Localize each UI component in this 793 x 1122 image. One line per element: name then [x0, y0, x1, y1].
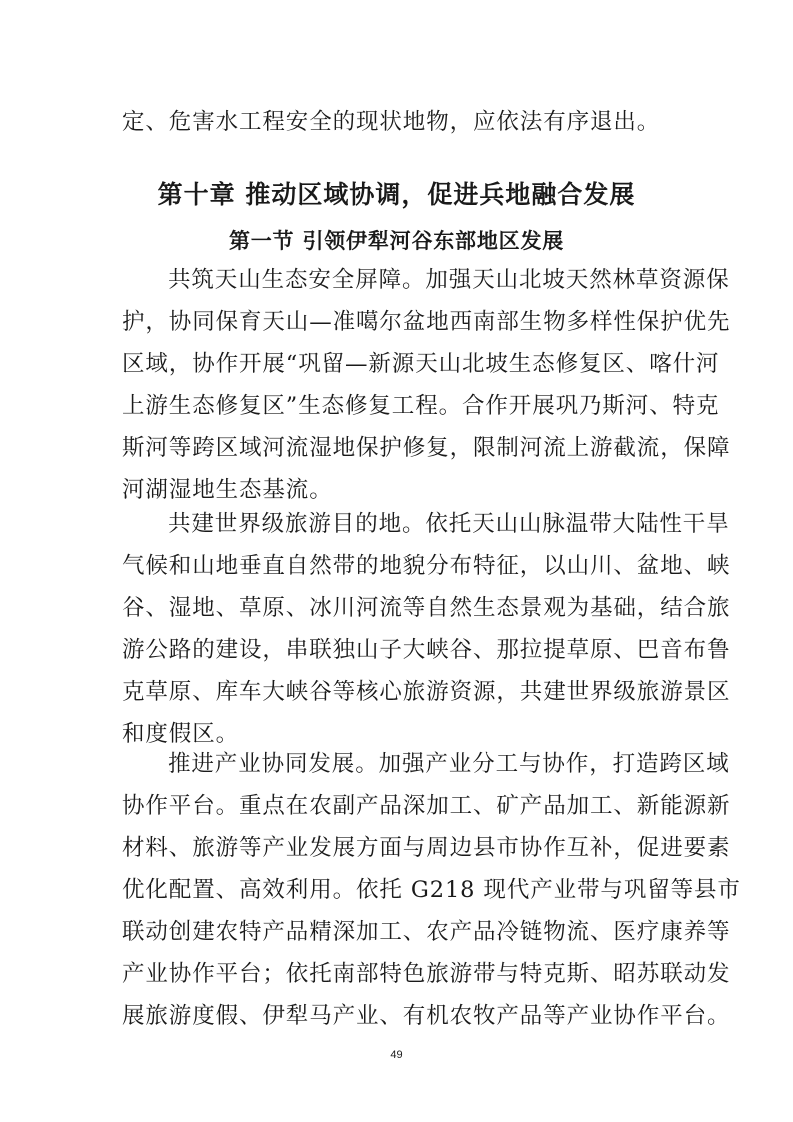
paragraph-line: 河湖湿地生态基流。: [122, 477, 333, 503]
paragraph-line: 区域，协作开展“巩留—新源天山北坡生态修复区、喀什河: [122, 351, 720, 377]
paragraph-line: 游公路的建设，串联独山子大峡谷、那拉提草原、巴音布鲁: [122, 637, 731, 663]
paragraph-line: 气候和山地垂直自然带的地貌分布特征，以山川、盆地、峡: [122, 553, 731, 579]
paragraph-line: 共筑天山生态安全屏障。加强天山北坡天然林草资源保: [168, 267, 730, 293]
paragraph-line: 护，协同保育天山—准噶尔盆地西南部生物多样性保护优先: [122, 309, 731, 335]
paragraph-line: 推进产业协同发展。加强产业分工与协作，打造跨区域: [168, 751, 730, 777]
paragraph-line: 产业协作平台；依托南部特色旅游带与特克斯、昭苏联动发: [122, 961, 731, 987]
paragraph-line: 谷、湿地、草原、冰川河流等自然生态景观为基础，结合旅: [122, 595, 731, 621]
paragraph-line: 克草原、库车大峡谷等核心旅游资源，共建世界级旅游景区: [122, 679, 731, 705]
paragraph-line: 优化配置、高效利用。依托 G218 现代产业带与巩留等县市: [122, 877, 741, 903]
paragraph-line: 上游生态修复区”生态修复工程。合作开展巩乃斯河、特克: [122, 393, 720, 419]
continuation-line: 定、危害水工程安全的现状地物，应依法有序退出。: [122, 109, 661, 135]
paragraph-line: 和度假区。: [122, 721, 240, 747]
paragraph-line: 共建世界级旅游目的地。依托天山山脉温带大陆性干旱: [168, 511, 730, 537]
paragraph-line: 展旅游度假、伊犁马产业、有机农牧产品等产业协作平台。: [122, 1003, 731, 1029]
chapter-title: 第十章 推动区域协调，促进兵地融合发展: [157, 180, 636, 209]
paragraph-line: 协作平台。重点在农副产品深加工、矿产品加工、新能源新: [122, 793, 731, 819]
section-title: 第一节 引领伊犁河谷东部地区发展: [228, 229, 565, 253]
page-number: 49: [390, 1049, 403, 1061]
paragraph-line: 材料、旅游等产业发展方面与周边县市协作互补，促进要素: [122, 835, 731, 861]
paragraph-line: 联动创建农特产品精深加工、农产品冷链物流、医疗康养等: [122, 919, 731, 945]
paragraph-line: 斯河等跨区域河流湿地保护修复，限制河流上游截流，保障: [122, 435, 731, 461]
